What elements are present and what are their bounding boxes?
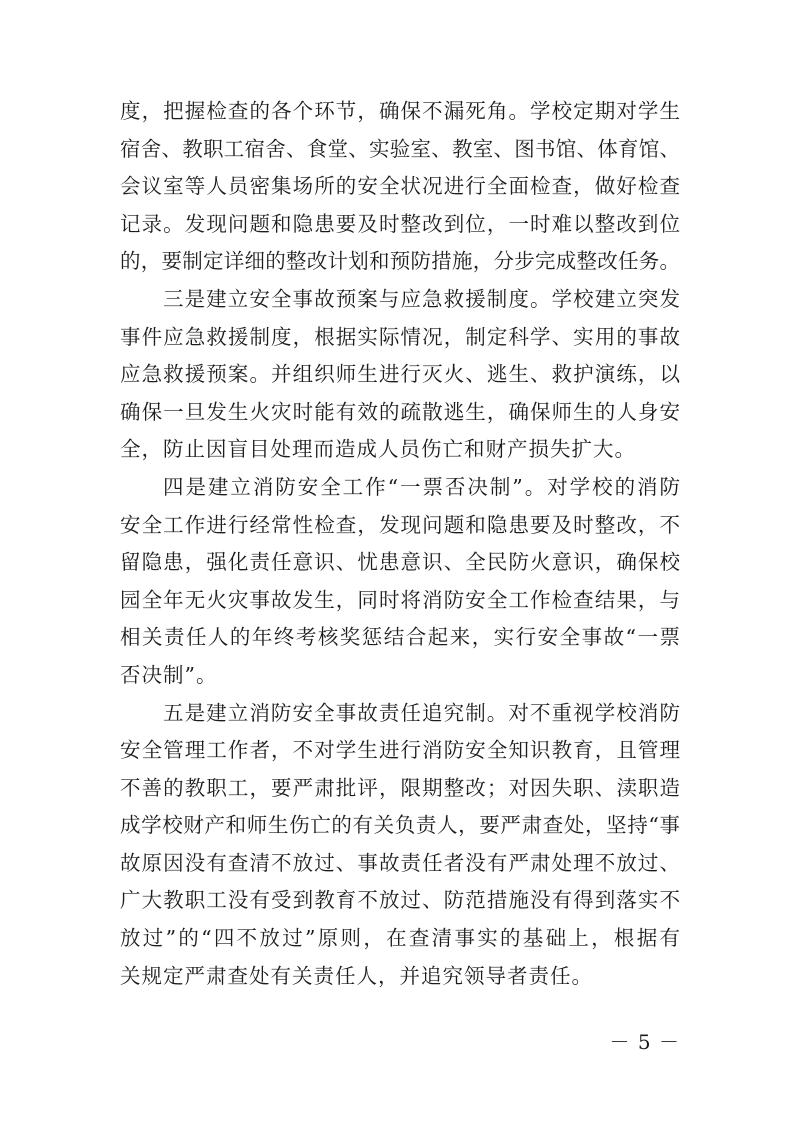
text-line: 事件应急救援制度，根据实际情况，制定科学、实用的事故 bbox=[120, 324, 680, 349]
text-line: 会议室等人员密集场所的安全状况进行全面检查，做好检查 bbox=[120, 174, 680, 199]
paragraph bbox=[120, 695, 680, 996]
text-line: 园全年无火灾事故发生，同时将消防安全工作检查结果，与 bbox=[120, 587, 680, 612]
text-line: 成学校财产和师生伤亡的有关负责人，要严肃查处，坚持“事 bbox=[120, 813, 680, 838]
text-line: 宿舍、教职工宿舍、食堂、实验室、教室、图书馆、体育馆、 bbox=[120, 136, 680, 161]
text-line: 三是建立安全事故预案与应急救援制度。学校建立突发 bbox=[163, 286, 680, 311]
paragraph bbox=[120, 469, 680, 695]
text-line: 确保一旦发生火灾时能有效的疏散逃生，确保师生的人身安 bbox=[120, 399, 680, 424]
page-number: － 5 － bbox=[609, 1030, 680, 1054]
text-line: 广大教职工没有受到教育不放过、防范措施没有得到落实不 bbox=[120, 888, 680, 913]
text-line: 度，把握检查的各个环节，确保不漏死角。学校定期对学生 bbox=[120, 99, 680, 123]
text-line: 放过”的“四不放过”原则，在查清事实的基础上，根据有 bbox=[120, 926, 680, 951]
text-line: 关规定严肃查处有关责任人，并追究领导者责任。 bbox=[120, 963, 593, 988]
text-line: 不善的教职工，要严肃批评，限期整改；对因失职、渎职造 bbox=[120, 775, 680, 800]
text-line: 应急救援预案。并组织师生进行灭火、逃生、救护演练，以 bbox=[120, 362, 680, 387]
text-line: 全，防止因盲目处理而造成人员伤亡和财产损失扩大。 bbox=[120, 437, 636, 462]
text-line: 否决制”。 bbox=[120, 662, 218, 687]
text-line: 安全管理工作者，不对学生进行消防安全知识教育，且管理 bbox=[120, 738, 680, 763]
document-body bbox=[120, 93, 680, 995]
text-line: 四是建立消防安全工作“一票否决制”。对学校的消防 bbox=[163, 474, 680, 499]
paragraph bbox=[120, 93, 680, 281]
paragraph bbox=[120, 281, 680, 469]
text-line: 故原因没有查清不放过、事故责任者没有严肃处理不放过、 bbox=[120, 850, 680, 875]
text-line: 记录。发现问题和隐患要及时整改到位，一时难以整改到位 bbox=[120, 211, 680, 236]
text-line: 的，要制定详细的整改计划和预防措施，分步完成整改任务。 bbox=[120, 249, 680, 274]
text-line: 相关责任人的年终考核奖惩结合起来，实行安全事故“一票 bbox=[120, 625, 680, 650]
text-line: 五是建立消防安全事故责任追究制。对不重视学校消防 bbox=[163, 700, 680, 725]
text-line: 安全工作进行经常性检查，发现问题和隐患要及时整改，不 bbox=[120, 512, 680, 537]
text-line: 留隐患，强化责任意识、忧患意识、全民防火意识，确保校 bbox=[120, 550, 680, 575]
